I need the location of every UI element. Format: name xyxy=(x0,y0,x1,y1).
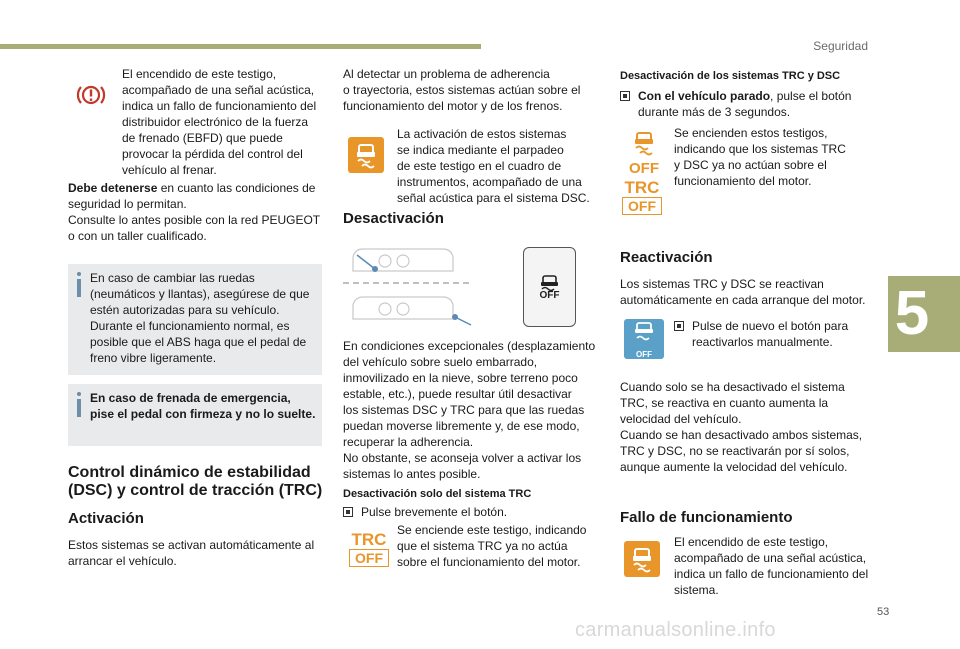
blink-text: La activación de estos sistemas se indica mediante el parpadeo de este testigo en el cuadro de instrumentos, acompañado de una señal acústica para el sistema DSC. xyxy=(397,127,590,205)
reactivacion-body: Cuando solo se ha desactivado el sistema TRC, se reactiva en cuanto aumenta la velocidad del vehículo. Cuando se han desactivado ambos sistemas, TRC y DSC, no se reactivarán por sí solos, aunque aumente la velocidad del vehículo. xyxy=(620,380,863,474)
fallo-text: El encendido de este testigo, acompañado de una señal acústica, indica un fallo de funcionamiento del sistema. xyxy=(674,535,869,597)
header-accent-bar xyxy=(0,44,481,49)
desactivacion-body: En condiciones excepcionales (desplazamiento del vehículo sobre suelo embarrado, inmovilizado en la nieve, sobre terreno poco estable, etc.), puede resultar útil desactivar los sistemas DSC y TRC para que las ruedas puedan moverse libremente y, de ese modo, recuperar la adherencia. No obstante, se aconseja volver a activar los sistemas lo antes posible. xyxy=(343,339,596,481)
heading-desactivacion: Desactivación xyxy=(343,210,444,227)
info-box-emergency: En caso de frenada de emergencia, pise el pedal con firmeza y no lo suelte. xyxy=(68,384,322,446)
section-title: Seguridad xyxy=(813,39,868,53)
bullet-icon xyxy=(343,507,353,517)
trc-only-text: Se enciende este testigo, indicando que el sistema TRC ya no actúa sobre el funcionamiento del motor. xyxy=(397,523,587,569)
bullet-icon xyxy=(674,321,684,331)
reactivacion-bullet: Pulse de nuevo el botón para reactivarlos manualmente. xyxy=(674,318,874,350)
chapter-number: 5 xyxy=(894,279,930,348)
activacion-text: Estos sistemas se activan automáticamente al arrancar el vehículo. xyxy=(68,538,315,568)
page-number: 53 xyxy=(877,606,890,618)
heading-activacion: Activación xyxy=(68,510,144,527)
bullet-trc-only: Pulse brevemente el botón. xyxy=(343,504,507,520)
dsc-off-warning-icon: OFF xyxy=(624,130,664,170)
dsc-off-button-icon: OFF xyxy=(624,319,664,359)
bullet-trc-dsc: Con el vehículo parado, pulse el botón durante más de 3 segundos. xyxy=(620,88,870,120)
skid-warning-icon xyxy=(348,137,384,173)
stop-instructions: Debe detenerse en cuanto las condiciones de seguridad lo permitan. Consulte lo antes posible con la red PEUGEOT o con un taller cualificado. xyxy=(68,181,321,243)
intro-text: Al detectar un problema de adherencia o trayectoria, estos sistemas actúan sobre el funcionamiento del motor y de los frenos. xyxy=(343,67,581,113)
button-off-label: OFF xyxy=(539,290,560,301)
trc-dsc-text: Se encienden estos testigos, indicando que los sistemas TRC y DSC ya no actúan sobre el funcionamiento del motor. xyxy=(674,126,846,188)
reactivacion-text: Los sistemas TRC y DSC se reactivan automáticamente en cada arranque del motor. xyxy=(620,277,866,307)
info-icon xyxy=(77,392,81,396)
watermark: carmanualsonline.info xyxy=(575,619,776,641)
brake-warning-text: El encendido de este testigo, acompañado de una señal acústica, indica un fallo de funcionamiento del distribuidor electrónico de la fuerza de frenado (EBFD) que puede provocar la pérdida del control del vehículo al frenar. xyxy=(122,67,317,177)
brake-warning-icon xyxy=(76,80,106,110)
skid-fault-icon xyxy=(624,541,660,577)
stop-bold: Debe detenerse xyxy=(68,181,158,195)
heading-dsc-trc: Control dinámico de estabilidad (DSC) y control de tracción (TRC) xyxy=(68,464,323,499)
trc-off-warning-icon-2: TRC OFF xyxy=(622,179,662,217)
trc-off-warning-icon: TRC OFF xyxy=(349,531,389,569)
bullet-icon xyxy=(620,91,630,101)
info-icon xyxy=(77,272,81,276)
heading-trc-dsc: Desactivación de los sistemas TRC y DSC xyxy=(620,70,841,82)
trc-off-button xyxy=(523,247,576,327)
dashboard-illustration xyxy=(343,241,473,327)
heading-fallo: Fallo de funcionamiento xyxy=(620,509,793,526)
info-box-wheels: En caso de cambiar las ruedas (neumáticos y llantas), asegúrese de que estén autorizadas para su vehículo. Durante el funcionamiento normal, es posible que el ABS haga que el pedal de freno vibre ligeramente. xyxy=(68,264,322,375)
heading-trc-only: Desactivación solo del sistema TRC xyxy=(343,488,532,500)
heading-reactivacion: Reactivación xyxy=(620,249,713,266)
